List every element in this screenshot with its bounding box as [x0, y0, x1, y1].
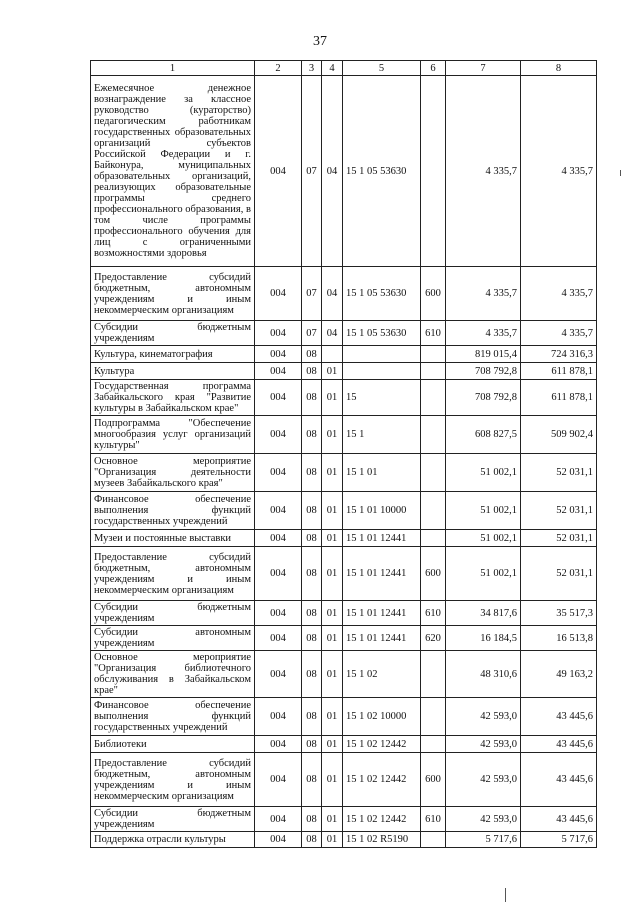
cell-col-7: 5 717,6 [446, 832, 521, 848]
budget-table [90, 60, 597, 848]
cell-col-6 [421, 736, 446, 753]
cell-col-8: 724 316,3 [521, 346, 597, 363]
cell-col-4: 04 [322, 76, 343, 267]
table-body [91, 76, 597, 848]
cell-col-8: 43 445,6 [521, 753, 597, 807]
header-col-8: 8 [521, 61, 597, 76]
cell-col-5: 15 1 01 12441 [343, 547, 421, 601]
header-col-7: 7 [446, 61, 521, 76]
row-label: Субсидии бюджетным учреждениям [91, 807, 255, 832]
row-label: Библиотеки [91, 736, 255, 753]
cell-col-2: 004 [255, 267, 302, 321]
cell-col-6 [421, 492, 446, 530]
cell-col-7: 4 335,7 [446, 267, 521, 321]
cell-col-4: 01 [322, 626, 343, 651]
cell-col-8: 52 031,1 [521, 454, 597, 492]
header-col-1: 1 [91, 61, 255, 76]
cell-col-8: 611 878,1 [521, 380, 597, 416]
cell-col-8: 49 163,2 [521, 651, 597, 698]
cell-col-2: 004 [255, 736, 302, 753]
cell-col-8: 4 335,7 [521, 76, 597, 267]
cell-col-7: 708 792,8 [446, 363, 521, 380]
cell-col-6: 610 [421, 807, 446, 832]
cell-col-2: 004 [255, 753, 302, 807]
cell-col-7: 4 335,7 [446, 76, 521, 267]
row-label: Субсидии бюджетным учреждениям [91, 321, 255, 346]
cell-col-6: 620 [421, 626, 446, 651]
cell-col-3: 08 [302, 363, 322, 380]
row-label: Культура, кинематография [91, 346, 255, 363]
scan-artifact [620, 170, 621, 176]
cell-col-4 [322, 346, 343, 363]
row-label: Культура [91, 363, 255, 380]
cell-col-6: 610 [421, 321, 446, 346]
cell-col-8: 5 717,6 [521, 832, 597, 848]
cell-col-3: 08 [302, 832, 322, 848]
row-label: Основное мероприятие "Организация библиотечного обслуживания в Забайкальском крае" [91, 651, 255, 698]
row-label: Предоставление субсидий бюджетным, автономным учреждениям и иным некоммерческим организациям [91, 267, 255, 321]
cell-col-3: 07 [302, 267, 322, 321]
cell-col-8: 43 445,6 [521, 807, 597, 832]
cell-col-7: 42 593,0 [446, 736, 521, 753]
cell-col-2: 004 [255, 530, 302, 547]
cell-col-5 [343, 346, 421, 363]
cell-col-6 [421, 530, 446, 547]
row-label: Финансовое обеспечение выполнения функций государственных учреждений [91, 492, 255, 530]
cell-col-7: 48 310,6 [446, 651, 521, 698]
cell-col-5: 15 1 01 10000 [343, 492, 421, 530]
cell-col-5: 15 1 05 53630 [343, 321, 421, 346]
cell-col-2: 004 [255, 807, 302, 832]
row-label: Музеи и постоянные выставки [91, 530, 255, 547]
cell-col-4: 01 [322, 601, 343, 626]
cell-col-2: 004 [255, 698, 302, 736]
cell-col-2: 004 [255, 626, 302, 651]
cell-col-5: 15 1 01 [343, 454, 421, 492]
cell-col-7: 34 817,6 [446, 601, 521, 626]
row-label: Субсидии автономным учреждениям [91, 626, 255, 651]
cell-col-2: 004 [255, 380, 302, 416]
cell-col-2: 004 [255, 651, 302, 698]
table-row [91, 321, 597, 346]
cell-col-2: 004 [255, 346, 302, 363]
row-label: Субсидии бюджетным учреждениям [91, 601, 255, 626]
table-row [91, 651, 597, 698]
table-row [91, 363, 597, 380]
cell-col-3: 08 [302, 346, 322, 363]
cell-col-8: 4 335,7 [521, 267, 597, 321]
cell-col-4: 01 [322, 454, 343, 492]
cell-col-3: 08 [302, 492, 322, 530]
cell-col-6 [421, 346, 446, 363]
table-row [91, 267, 597, 321]
cell-col-7: 51 002,1 [446, 454, 521, 492]
cell-col-4: 01 [322, 807, 343, 832]
cell-col-3: 08 [302, 698, 322, 736]
cell-col-3: 07 [302, 76, 322, 267]
table-row [91, 416, 597, 454]
cell-col-7: 42 593,0 [446, 698, 521, 736]
row-label: Подпрограмма "Обеспечение многообразия услуг организаций культуры" [91, 416, 255, 454]
cell-col-5: 15 1 02 10000 [343, 698, 421, 736]
cell-col-4: 01 [322, 416, 343, 454]
header-col-3: 3 [302, 61, 322, 76]
cell-col-3: 07 [302, 321, 322, 346]
row-label: Поддержка отрасли культуры [91, 832, 255, 848]
cell-col-5: 15 1 01 12441 [343, 601, 421, 626]
cell-col-6: 600 [421, 267, 446, 321]
cell-col-6: 600 [421, 547, 446, 601]
table-row [91, 492, 597, 530]
cell-col-3: 08 [302, 736, 322, 753]
cell-col-4: 04 [322, 267, 343, 321]
table-row [91, 547, 597, 601]
row-label: Ежемесячное денежное вознаграждение за классное руководство (кураторство) педагогическим работникам государственных образовательных организаций субъектов Российской Федерации и г. Байконура, муниципальных образовательных организаций, реализующих образовательные программы среднего профессионального образования, в том числе программы профессионального обучения для лиц с ограниченными возможностями здоровья [91, 76, 255, 267]
table-row [91, 346, 597, 363]
cell-col-6: 610 [421, 601, 446, 626]
cell-col-3: 08 [302, 380, 322, 416]
table-row [91, 753, 597, 807]
table-row [91, 601, 597, 626]
cell-col-8: 611 878,1 [521, 363, 597, 380]
cell-col-7: 51 002,1 [446, 547, 521, 601]
cell-col-5: 15 1 02 12442 [343, 736, 421, 753]
cell-col-7: 16 184,5 [446, 626, 521, 651]
cell-col-6 [421, 832, 446, 848]
cell-col-5: 15 1 02 [343, 651, 421, 698]
cell-col-6 [421, 416, 446, 454]
cell-col-7: 608 827,5 [446, 416, 521, 454]
cell-col-4: 01 [322, 698, 343, 736]
cell-col-6 [421, 698, 446, 736]
cell-col-2: 004 [255, 76, 302, 267]
cell-col-8: 509 902,4 [521, 416, 597, 454]
cell-col-7: 51 002,1 [446, 492, 521, 530]
cell-col-3: 08 [302, 530, 322, 547]
row-label: Государственная программа Забайкальского края "Развитие культуры в Забайкальском крае" [91, 380, 255, 416]
cell-col-8: 52 031,1 [521, 547, 597, 601]
cell-col-4: 01 [322, 530, 343, 547]
cell-col-2: 004 [255, 416, 302, 454]
cell-col-5: 15 1 02 12442 [343, 807, 421, 832]
cell-col-2: 004 [255, 601, 302, 626]
table-row [91, 698, 597, 736]
cell-col-8: 52 031,1 [521, 530, 597, 547]
table-row [91, 454, 597, 492]
cell-col-5 [343, 363, 421, 380]
cell-col-2: 004 [255, 832, 302, 848]
cell-col-8: 16 513,8 [521, 626, 597, 651]
cell-col-2: 004 [255, 363, 302, 380]
cell-col-5: 15 1 01 12441 [343, 626, 421, 651]
cell-col-8: 43 445,6 [521, 736, 597, 753]
cell-col-8: 4 335,7 [521, 321, 597, 346]
cell-col-3: 08 [302, 454, 322, 492]
cell-col-4: 01 [322, 832, 343, 848]
header-col-4: 4 [322, 61, 343, 76]
cell-col-7: 4 335,7 [446, 321, 521, 346]
cell-col-3: 08 [302, 626, 322, 651]
cell-col-2: 004 [255, 321, 302, 346]
cell-col-4: 01 [322, 363, 343, 380]
cell-col-7: 819 015,4 [446, 346, 521, 363]
table-row [91, 736, 597, 753]
table-row [91, 626, 597, 651]
cell-col-6: 600 [421, 753, 446, 807]
cell-col-5: 15 [343, 380, 421, 416]
cell-col-6 [421, 380, 446, 416]
cell-col-4: 01 [322, 380, 343, 416]
cell-col-7: 42 593,0 [446, 753, 521, 807]
cell-col-4: 04 [322, 321, 343, 346]
cell-col-6 [421, 651, 446, 698]
cell-col-5: 15 1 02 12442 [343, 753, 421, 807]
cell-col-4: 01 [322, 547, 343, 601]
row-label: Предоставление субсидий бюджетным, автономным учреждениям и иным некоммерческим организациям [91, 753, 255, 807]
cell-col-3: 08 [302, 416, 322, 454]
row-label: Финансовое обеспечение выполнения функций государственных учреждений [91, 698, 255, 736]
page-number: 37 [313, 34, 327, 49]
row-label: Основное мероприятие "Организация деятельности музеев Забайкальского края" [91, 454, 255, 492]
cell-col-2: 004 [255, 547, 302, 601]
table-row [91, 76, 597, 267]
table-row [91, 530, 597, 547]
cell-col-7: 42 593,0 [446, 807, 521, 832]
row-label: Предоставление субсидий бюджетным, автономным учреждениям и иным некоммерческим организациям [91, 547, 255, 601]
cell-col-5: 15 1 05 53630 [343, 267, 421, 321]
cell-col-3: 08 [302, 547, 322, 601]
cell-col-5: 15 1 [343, 416, 421, 454]
cell-col-4: 01 [322, 651, 343, 698]
header-col-2: 2 [255, 61, 302, 76]
cell-col-4: 01 [322, 736, 343, 753]
table-row [91, 832, 597, 848]
scan-artifact [505, 888, 506, 902]
cell-col-5: 15 1 01 12441 [343, 530, 421, 547]
cell-col-2: 004 [255, 454, 302, 492]
cell-col-8: 43 445,6 [521, 698, 597, 736]
table-row [91, 380, 597, 416]
cell-col-8: 52 031,1 [521, 492, 597, 530]
cell-col-6 [421, 454, 446, 492]
cell-col-5: 15 1 02 R5190 [343, 832, 421, 848]
cell-col-3: 08 [302, 651, 322, 698]
header-col-6: 6 [421, 61, 446, 76]
table-row [91, 807, 597, 832]
cell-col-4: 01 [322, 492, 343, 530]
cell-col-3: 08 [302, 601, 322, 626]
cell-col-7: 708 792,8 [446, 380, 521, 416]
cell-col-7: 51 002,1 [446, 530, 521, 547]
header-col-5: 5 [343, 61, 421, 76]
cell-col-8: 35 517,3 [521, 601, 597, 626]
cell-col-3: 08 [302, 753, 322, 807]
cell-col-6 [421, 363, 446, 380]
cell-col-2: 004 [255, 492, 302, 530]
cell-col-3: 08 [302, 807, 322, 832]
table-header-row [91, 61, 597, 76]
cell-col-4: 01 [322, 753, 343, 807]
cell-col-5: 15 1 05 53630 [343, 76, 421, 267]
cell-col-6 [421, 76, 446, 267]
